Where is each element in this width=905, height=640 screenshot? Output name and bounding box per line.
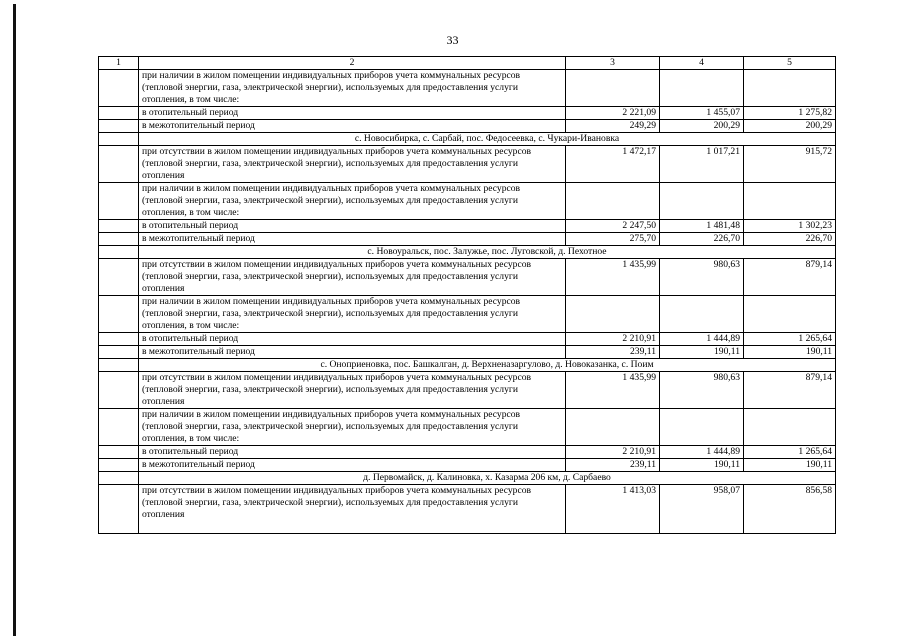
index-cell [99,409,139,446]
value-cell: 1 265,64 [744,446,836,459]
description-cell: при наличии в жилом помещении индивидуальных приборов учета коммунальных ресурсов (тепловой энергии, газа, электрической энергии), используемых для предоставления услуги отопления, в том числе: [139,70,566,107]
index-cell [99,220,139,233]
description-cell: при отсутствии в жилом помещении индивидуальных приборов учета коммунальных ресурсов (тепловой энергии, газа, электрической энергии), используемых для предоставления услуги отопления [139,485,566,534]
value-cell: 190,11 [660,346,744,359]
value-cell: 1 302,23 [744,220,836,233]
index-cell [99,359,139,372]
table-row [99,446,836,459]
section-row [99,472,836,485]
value-cell: 1 265,64 [744,333,836,346]
description-cell: в отопительный период [139,107,566,120]
value-cell [566,70,660,107]
value-cell: 275,70 [566,233,660,246]
value-cell: 1 455,07 [660,107,744,120]
column-header: 2 [139,57,566,70]
table-row [99,333,836,346]
value-cell: 1 435,99 [566,372,660,409]
value-cell: 2 210,91 [566,333,660,346]
description-cell: в межотопительный период [139,120,566,133]
value-cell: 1 275,82 [744,107,836,120]
description-cell: в межотопительный период [139,459,566,472]
index-cell [99,107,139,120]
table-row [99,485,836,534]
value-cell: 239,11 [566,459,660,472]
index-cell [99,446,139,459]
index-cell [99,70,139,107]
value-cell: 980,63 [660,372,744,409]
description-cell: при наличии в жилом помещении индивидуальных приборов учета коммунальных ресурсов (тепловой энергии, газа, электрической энергии), используемых для предоставления услуги отопления, в том числе: [139,183,566,220]
index-cell [99,485,139,534]
section-row [99,359,836,372]
value-cell: 2 221,09 [566,107,660,120]
value-cell: 200,29 [660,120,744,133]
value-cell: 856,58 [744,485,836,534]
value-cell [660,70,744,107]
value-cell: 190,11 [660,459,744,472]
column-header: 1 [99,57,139,70]
value-cell [660,296,744,333]
value-cell [744,183,836,220]
description-cell: при отсутствии в жилом помещении индивидуальных приборов учета коммунальных ресурсов (тепловой энергии, газа, электрической энергии), используемых для предоставления услуги отопления [139,146,566,183]
index-cell [99,233,139,246]
column-header: 5 [744,57,836,70]
description-cell: в межотопительный период [139,346,566,359]
description-cell: в отопительный период [139,220,566,233]
table-row [99,233,836,246]
description-cell: при наличии в жилом помещении индивидуальных приборов учета коммунальных ресурсов (тепловой энергии, газа, электрической энергии), используемых для предоставления услуги отопления, в том числе: [139,409,566,446]
value-cell: 190,11 [744,346,836,359]
value-cell: 1 472,17 [566,146,660,183]
index-cell [99,459,139,472]
table-row [99,372,836,409]
value-cell [566,296,660,333]
value-cell: 980,63 [660,259,744,296]
value-cell: 226,70 [744,233,836,246]
value-cell: 1 444,89 [660,446,744,459]
description-cell: при отсутствии в жилом помещении индивидуальных приборов учета коммунальных ресурсов (тепловой энергии, газа, электрической энергии), используемых для предоставления услуги отопления [139,259,566,296]
table-row [99,220,836,233]
value-cell: 1 435,99 [566,259,660,296]
page-number: 33 [446,33,459,47]
description-cell: при наличии в жилом помещении индивидуальных приборов учета коммунальных ресурсов (тепловой энергии, газа, электрической энергии), используемых для предоставления услуги отопления, в том числе: [139,296,566,333]
table-row [99,107,836,120]
table-row [99,409,836,446]
value-cell: 1 017,21 [660,146,744,183]
section-heading: с. Новоуральск, пос. Залужье, пос. Луговской, д. Пехотное [139,246,836,259]
value-cell: 2 210,91 [566,446,660,459]
value-cell: 2 247,50 [566,220,660,233]
index-cell [99,133,139,146]
value-cell [744,70,836,107]
value-cell [744,409,836,446]
index-cell [99,346,139,359]
value-cell [660,183,744,220]
column-header: 3 [566,57,660,70]
table-row [99,259,836,296]
table-row [99,459,836,472]
value-cell [660,409,744,446]
column-header: 4 [660,57,744,70]
description-cell: в отопительный период [139,446,566,459]
value-cell: 958,07 [660,485,744,534]
section-heading: с. Оноприеновка, пос. Башкалган, д. Верхненазаргулово, д. Новоказанка, с. Поим [139,359,836,372]
value-cell: 879,14 [744,372,836,409]
index-cell [99,372,139,409]
tariff-table [98,56,836,534]
table-row [99,146,836,183]
table-row [99,70,836,107]
value-cell: 239,11 [566,346,660,359]
value-cell [566,409,660,446]
value-cell: 200,29 [744,120,836,133]
value-cell: 1 481,48 [660,220,744,233]
value-cell: 190,11 [744,459,836,472]
value-cell: 1 444,89 [660,333,744,346]
index-cell [99,472,139,485]
section-row [99,133,836,146]
value-cell: 226,70 [660,233,744,246]
index-cell [99,183,139,220]
column-header-row [99,57,836,70]
section-heading: д. Первомайск, д. Калиновка, х. Казарма 206 км, д. Сарбаево [139,472,836,485]
section-heading: с. Новосибирка, с. Сарбай, пос. Федосеевка, с. Чукари-Ивановка [139,133,836,146]
description-cell: при отсутствии в жилом помещении индивидуальных приборов учета коммунальных ресурсов (тепловой энергии, газа, электрической энергии), используемых для предоставления услуги отопления [139,372,566,409]
table-row [99,346,836,359]
index-cell [99,120,139,133]
value-cell: 1 413,03 [566,485,660,534]
value-cell [566,183,660,220]
table-row [99,296,836,333]
index-cell [99,333,139,346]
value-cell: 915,72 [744,146,836,183]
table-row [99,120,836,133]
index-cell [99,259,139,296]
left-margin-bar [13,4,16,636]
description-cell: в отопительный период [139,333,566,346]
index-cell [99,296,139,333]
section-row [99,246,836,259]
index-cell [99,246,139,259]
description-cell: в межотопительный период [139,233,566,246]
value-cell [744,296,836,333]
index-cell [99,146,139,183]
value-cell: 249,29 [566,120,660,133]
value-cell: 879,14 [744,259,836,296]
table-row [99,183,836,220]
